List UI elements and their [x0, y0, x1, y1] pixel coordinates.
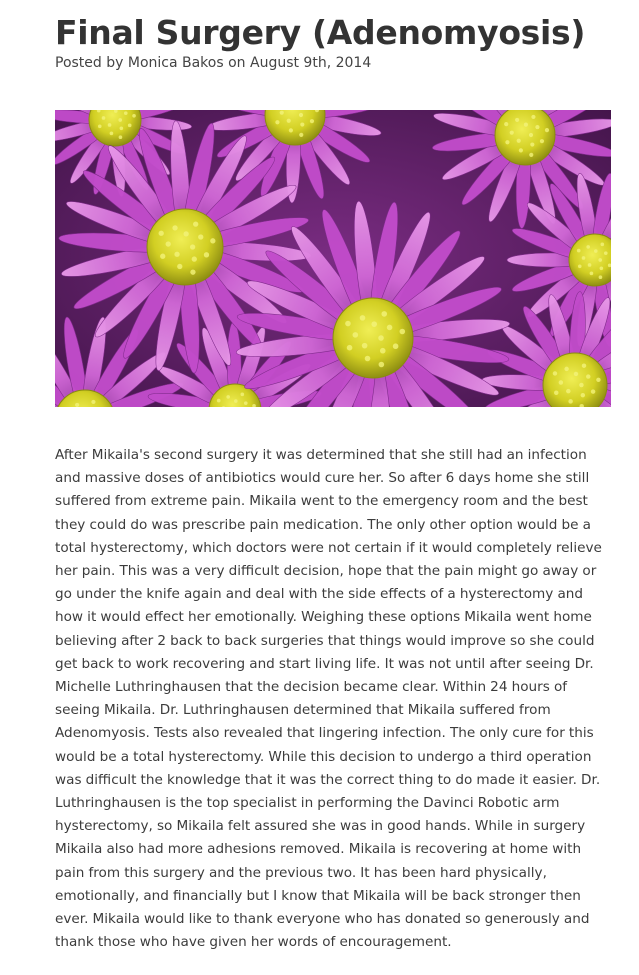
post-body-paragraph: After Mikaila's second surgery it was determined that she still had an infection and massive doses of antibiotics would cure her. So after 6 days home she still suffered from extreme pain. Mikaila went to the emergency room and the best they could do was prescribe pain medication. The only other option would be a total hysterectomy, which doctors were not certain if it would completely relieve her pain. This was a very difficult decision, hope that the pain might go away or go under the knife again and deal with the side effects of a hysterectomy and how it would effect her emotionally. Weighing these options Mikaila went home believing after 2 back to back surgeries that things would improve so she could get back to work recovering and start living life. It was not until after seeing Dr. Michelle Luthringhausen that the decision became clear. Within 24 hours of seeing Mikaila. Dr. Luthringhausen determined that Mikaila suffered from Adenomyosis. Tests also revealed that lingering infection. The only cure for this would be a total hysterectomy. While this decision to undergo a third operation was difficult the knowledge that it was the correct thing to do made it easier. Dr. Luthringhausen is the top specialist in performing the Davinci Robotic arm hysterectomy, so Mikaila felt assured she was in good hands. While in surgery Mikaila also had more adhesions removed. Mikaila is recovering at home with pain from this surgery and the previous two. It has been hard physically, emotionally, and financially but I know that Mikaila will be back stronger then ever. Mikaila would like to thank everyone who has donated so generously and thank those who have given her words of encouragement. — [55, 447, 602, 951]
daisy-floret — [594, 249, 598, 253]
daisy-floret — [577, 249, 581, 253]
daisy-floret — [177, 264, 182, 269]
daisy-floret — [559, 380, 563, 384]
daisy-floret — [226, 395, 230, 399]
daisy-floret — [545, 128, 549, 132]
daisy-floret — [353, 332, 359, 338]
daisy-floret — [596, 378, 600, 382]
daisy-floret — [217, 399, 221, 403]
daisy-floret — [600, 243, 604, 247]
daisy-floret — [128, 124, 132, 128]
daisy-floret — [299, 113, 303, 117]
daisy-floret — [599, 275, 603, 279]
daisy-floret — [604, 251, 608, 255]
blog-post — [55, 0, 611, 951]
daisy-floret — [517, 139, 521, 143]
daisy-floret — [529, 153, 533, 157]
daisy-floret — [172, 225, 177, 230]
daisy-floret — [600, 266, 604, 270]
post-body — [55, 444, 611, 954]
daisy-floret — [204, 252, 209, 257]
daisy-floret — [568, 399, 572, 403]
daisy-floret — [198, 234, 203, 239]
daisy-floret — [234, 399, 238, 403]
daisy-floret — [91, 400, 95, 404]
daisy-floret — [132, 114, 136, 118]
daisy-floret — [98, 124, 102, 128]
daisy-floret — [299, 133, 303, 137]
daisy-floret — [347, 345, 353, 351]
post-title: Final Surgery (Adenomyosis) — [55, 13, 586, 52]
daisy-floret — [540, 139, 544, 143]
daisy-floret — [300, 122, 304, 126]
daisy-floret — [362, 343, 368, 349]
daisy-floret — [553, 371, 557, 375]
daisy-floret — [108, 123, 112, 127]
daisy-floret — [504, 122, 508, 126]
daisy-floret — [192, 256, 197, 261]
daisy-center — [333, 298, 413, 378]
daisy-floret — [399, 329, 405, 335]
daisy-floret — [581, 393, 585, 397]
daisy-floret — [183, 231, 188, 236]
daisy-floret — [166, 241, 171, 246]
daisy-floret — [160, 254, 165, 259]
daisy-floret — [289, 128, 293, 132]
post-meta: Posted by Monica Bakos on August 9th, 2014 — [55, 55, 372, 71]
daisy-floret — [566, 389, 570, 393]
daisy-floret — [371, 321, 377, 327]
daisy-floret — [379, 362, 385, 368]
daisy-floret — [190, 244, 195, 249]
daisy-floret — [598, 258, 602, 262]
daisy-floret — [378, 335, 384, 341]
daisy-floret — [210, 238, 215, 243]
daisy-floret — [287, 119, 291, 123]
daisy-floret — [574, 372, 578, 376]
daisy-floret — [381, 311, 387, 317]
daisy-floret — [110, 131, 114, 135]
daisy-floret — [120, 126, 124, 130]
daisy-floret — [554, 391, 558, 395]
daisy-floret — [102, 116, 106, 120]
daisy-floret — [591, 389, 595, 393]
daisy-floret — [529, 133, 533, 137]
daisy-floret — [519, 148, 523, 152]
daisy-floret — [190, 270, 195, 275]
daisy-floret — [380, 348, 386, 354]
daisy-floret — [174, 252, 179, 257]
daisy-center — [495, 110, 555, 165]
daisy-floret — [75, 403, 79, 407]
daisy-floret — [586, 245, 590, 249]
daisy-floret — [505, 140, 509, 144]
daisy-floret — [582, 256, 586, 260]
daisy-floret — [524, 123, 528, 127]
daisy-floret — [530, 142, 534, 146]
daisy-floret — [240, 393, 244, 397]
daisy-floret — [345, 321, 351, 327]
daisy-floret — [360, 315, 366, 321]
daisy-floret — [159, 231, 164, 236]
daisy-floret — [535, 125, 539, 129]
daisy-floret — [124, 111, 128, 115]
daisy-floret — [586, 374, 590, 378]
daisy-floret — [578, 264, 582, 268]
daisy-floret — [510, 131, 514, 135]
daisy-floret — [588, 263, 592, 267]
daisy-floret — [387, 325, 393, 331]
daisy-floret — [582, 363, 586, 367]
daisy-floret — [564, 367, 568, 371]
daisy-floret — [579, 383, 583, 387]
daisy-floret — [275, 120, 279, 124]
daisy-floret — [515, 118, 519, 122]
daisy-floret — [365, 356, 371, 362]
daisy-floret — [590, 271, 594, 275]
daisy-floret — [119, 135, 123, 139]
daisy-floret — [531, 115, 535, 119]
daisy-floret — [280, 111, 284, 115]
purple-daisies-image — [55, 110, 611, 407]
daisy-floret — [244, 401, 248, 405]
post-hero-image — [55, 110, 611, 407]
daisy-floret — [310, 119, 314, 123]
daisy-floret — [118, 118, 122, 122]
daisy-floret — [393, 343, 399, 349]
daisy-floret — [193, 221, 198, 226]
daisy-center — [147, 209, 223, 285]
